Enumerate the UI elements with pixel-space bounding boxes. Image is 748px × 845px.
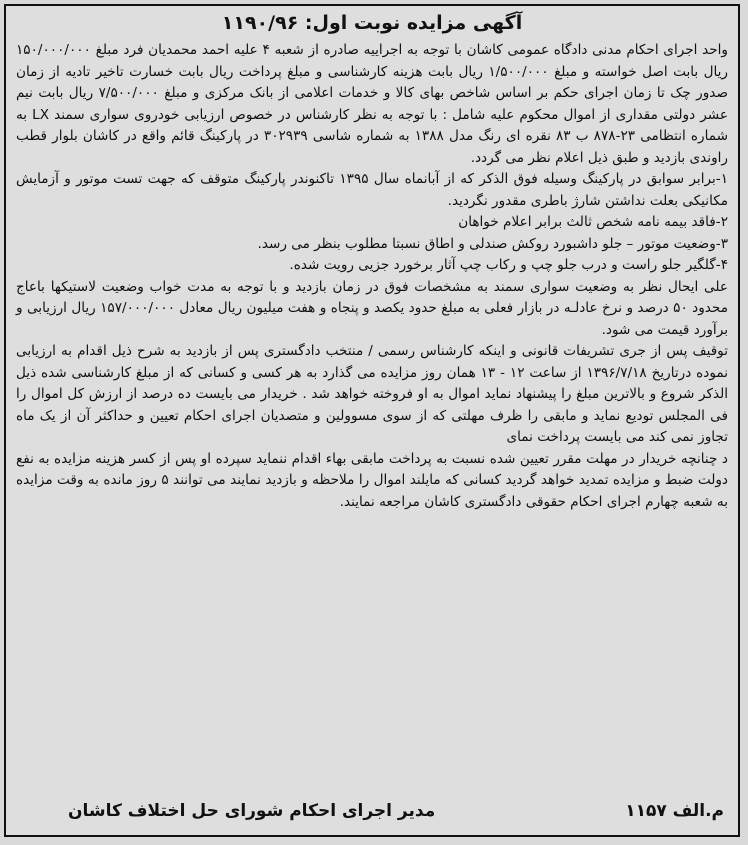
signature-line: مدیر اجرای احکام شورای حل اختلاف کاشان (68, 801, 436, 821)
notice-frame (4, 4, 740, 837)
notice-body: واحد اجرای احکام مدنی دادگاه عمومی کاشان با توجه به اجراییه صادره از شعبه ۴ علیه احمد محمدیان فرد مبلغ ۱۵۰/۰۰۰/۰۰۰ ریال بابت اصل خواسته و مبلغ ۱/۵۰۰/۰۰۰ ریال بابت هزینه کارشناسی و مبلغ پرداخت ریال بابت خسارت تاخیر تادیه از زمان صدور چک تا زمان اجرای حکم بر اساس شاخص بهای کالا و خدمات اعلامی از بانک مرکزی و مبلغ ۷/۵۰۰/۰۰۰ ریال بابت نیم عشر دولتی مقداری از اموال محکوم علیه شامل : با توجه به نظر کارشناس در خصوص ارزیابی خودروی سواری سمند LX به شماره انتظامی ۲۳-۸۷۸ ب ۸۳ نقره ای رنگ مدل ۱۳۸۸ به شماره شاسی ۳۰۲۹۳۹ در پارکینگ قائم واقع در کاشان بلوار قطب راوندی بازدید و طبق ذیل اعلام نظر می گردد. ۱-برابر سوابق در پارکینگ وسیله فوق الذکر که از آبانماه سال ۱۳۹۵ تاکنوندر پارکینگ متوقف که جهت تست موتور و آزمایش مکانیکی بعلت نداشتن شارژ باطری مقدور نگردید. ۲-فاقد بیمه نامه شخص ثالث برابر اعلام خواهان ۳-وضعیت موتور – جلو داشبورد روکش صندلی و اطاق نسبتا مطلوب بنظر می رسد. ۴-گلگیر جلو راست و درب جلو چپ و رکاب چپ آثار برخورد جزیی رویت شده. علی ایحال نظر به وضعیت سواری سمند به مشخصات فوق در زمان بازدید و با توجه به مدت خواب وضعیت لاستیکها باعاج محدود ۵۰ درصد و نرخ عادلـه در بازار فعلی به مبلغ حدود یکصد و پنجاه و هفت میلیون ریال معادل ۱۵۷/۰۰۰/۰۰۰ ریال ارزیابی و برآورد قیمت می شود. توقیف پس از جری تشریفات قانونی و اینکه کارشناس رسمی / منتخب دادگستری پس از بازدید به شرح ذیل اقدام به ارزیابی نموده درتاریخ ۱۳۹۶/۷/۱۸ از ساعت ۱۲ - ۱۳ همان روز مزایده می گذارد به هر کسی و کسانی که از مبلغ کارشناسی شده ذیل الذکر شروع و بالاترین مبلغ را پیشنهاد نماید اموال به او فروخته خواهد شد . خریدار می بایست ده درصد از ارزش کل اموال را فی المجلس تودیع نماید و مابقی را ظرف مهلتی که از سوی مسوولین و متصدیان اجرای احکام تعیین و حداکثر آن از یک ماه تجاوز نمی کند می بایست پرداخت نمای د چنانچه خریدار در مهلت مقرر تعیین شده نسبت به پرداخت مابقی بهاء اقدام ننماید سپرده او پس از کسر هزینه مزایده به نفع دولت ضبط و مزایده تمدید خواهد گردید کسانی که مایلند اموال را ملاحظه و بازدید نمایند می توانند ۵ روز مانده به وقت مزایده به شعبه چهارم اجرای احکام حقوقی دادگستری کاشان مراجعه نمایند. (16, 42, 729, 510)
notice-footer (18, 799, 724, 827)
notice-title: آگهی مزایده نوبت اول: ۱۱۹۰/۹۶ (221, 12, 523, 34)
reference-code: م.الف ۱۱۵۷ (625, 801, 724, 821)
